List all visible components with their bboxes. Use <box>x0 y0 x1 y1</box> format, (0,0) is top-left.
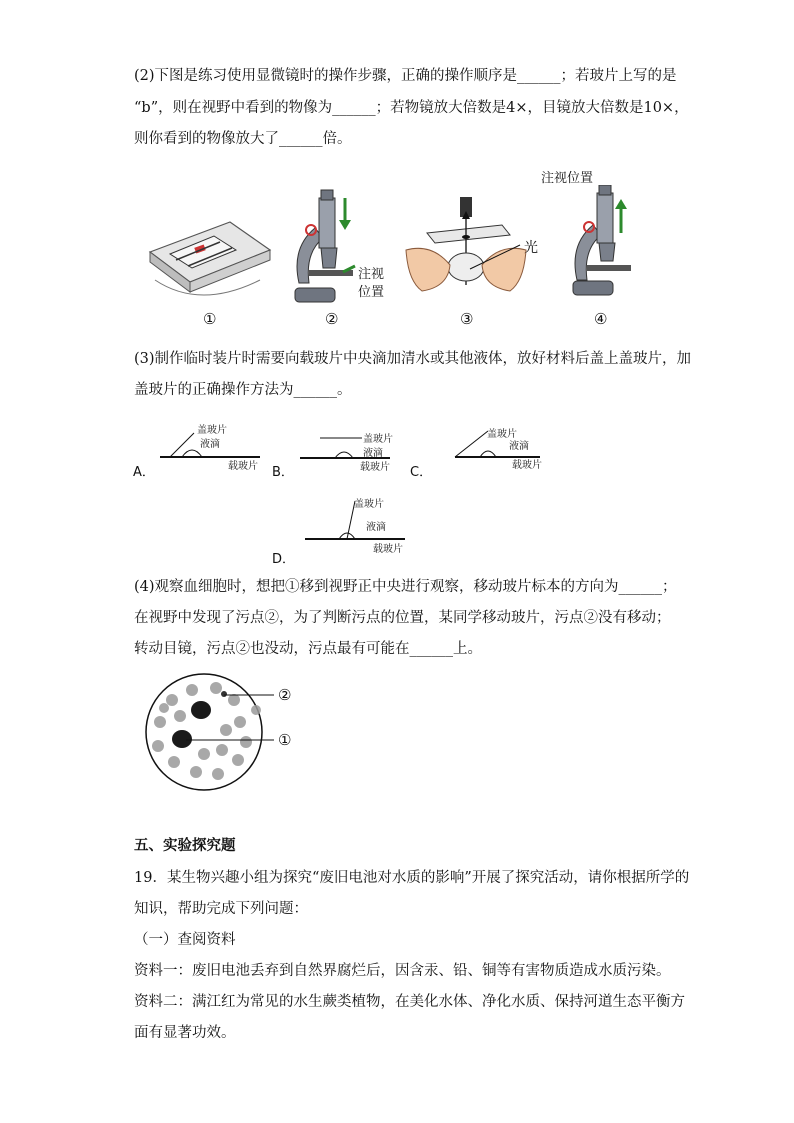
q4-line-3: 转动目镜，污点②也没动，污点最有可能在______上。 <box>134 641 482 657</box>
option-b-cover-label: 盖玻片 <box>363 434 393 445</box>
watch-position-label-2: 位置 <box>358 285 385 300</box>
option-a-droplet-label: 液滴 <box>200 439 220 450</box>
q4-line-2: 在视野中发现了污点②，为了判断污点的位置，某同学移动玻片，污点②没有移动； <box>134 610 671 626</box>
step-4-number: ④ <box>594 310 608 328</box>
hands-adjusting-mirror-image <box>402 195 532 300</box>
q3-line-1: (3)制作临时装片时需要向载玻片中央滴加清水或其他液体，放好材料后盖上盖玻片，加 <box>134 351 692 367</box>
option-c-cover-label: 盖玻片 <box>487 429 517 440</box>
option-b-diagram <box>300 428 410 468</box>
blood-cell-view-image <box>134 670 284 795</box>
option-d-cover-label: 盖玻片 <box>354 499 384 510</box>
q3-line-2: 盖玻片的正确操作方法为______。 <box>134 382 352 398</box>
q19-line-2: 知识，帮助完成下列问题： <box>134 901 308 917</box>
option-d-slide-label: 载玻片 <box>373 544 403 555</box>
watch-position-top-label: 注视位置 <box>541 171 594 186</box>
light-label: 光 <box>524 240 538 256</box>
q2-line-1: (2)下图是练习使用显微镜时的操作步骤，正确的操作顺序是______；若玻片上写的是 <box>134 68 677 84</box>
step-3-number: ③ <box>460 310 474 328</box>
option-a-slide-label: 载玻片 <box>228 461 258 472</box>
q2-line-3: 则你看到的物像放大了______倍。 <box>134 131 352 147</box>
option-b-letter: B． <box>272 465 294 480</box>
option-b-slide-label: 载玻片 <box>360 462 390 473</box>
info-2: 资料二：满江红为常见的水生蕨类植物，在美化水体、净化水质、保持河道生态平衡方 <box>134 994 685 1010</box>
option-b-droplet-label: 液滴 <box>363 448 383 459</box>
stage-with-slide-image <box>140 210 280 305</box>
label-cell-1: ① <box>278 731 292 749</box>
q19-line-1: 19．某生物兴趣小组为探究“废旧电池对水质的影响”开展了探究活动，请你根据所学的 <box>134 870 690 886</box>
q4-line-1: (4)观察血细胞时，想把①移到视野正中央进行观察，移动玻片标本的方向为______； <box>134 579 677 595</box>
section-5-heading: 五、实验探究题 <box>134 837 236 854</box>
info-3: 面有显著功效。 <box>134 1025 236 1041</box>
option-c-droplet-label: 液滴 <box>509 441 529 452</box>
q2-line-2: “b”，则在视野中看到的物像为______；若物镜放大倍数是4×，目镜放大倍数是10×， <box>134 100 689 116</box>
step-2-number: ② <box>325 310 339 328</box>
option-c-letter: C． <box>410 465 433 480</box>
microscope-raising-image <box>565 185 635 300</box>
subsection-1-title: （一）查阅资料 <box>134 932 236 948</box>
label-stain-2: ② <box>278 686 292 704</box>
option-a-cover-label: 盖玻片 <box>197 425 227 436</box>
step-1-number: ① <box>203 310 217 328</box>
option-a-letter: A． <box>133 465 155 480</box>
option-d-letter: D． <box>272 552 296 567</box>
info-1: 资料一：废旧电池丢弃到自然界腐烂后，因含汞、铅、铜等有害物质造成水质污染。 <box>134 963 671 979</box>
option-d-droplet-label: 液滴 <box>366 522 386 533</box>
option-c-slide-label: 载玻片 <box>512 460 542 471</box>
microscope-lowering-image <box>285 188 360 308</box>
watch-position-label-1: 注视 <box>358 267 385 282</box>
